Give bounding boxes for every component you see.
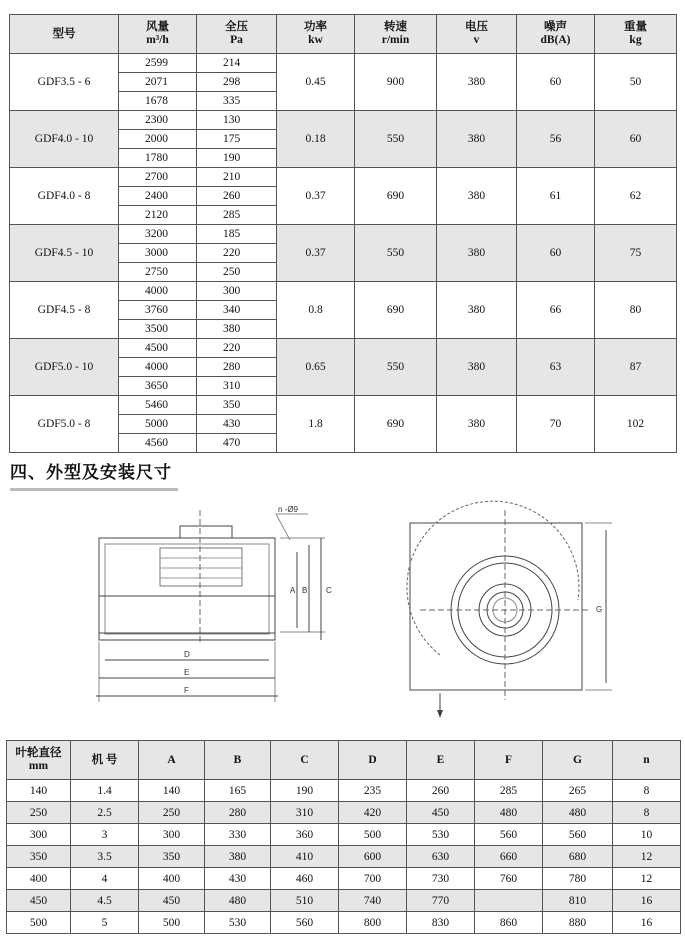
flow-cell: 2750	[119, 263, 197, 282]
dim-A-label: A	[290, 586, 296, 595]
weight-cell: 102	[595, 396, 677, 453]
flow-cell: 2700	[119, 168, 197, 187]
dim-B-label: B	[302, 586, 308, 595]
table-cell: 3	[71, 824, 139, 846]
table-cell: 450	[7, 890, 71, 912]
dim-G-label: G	[596, 605, 603, 614]
table-cell: 250	[7, 802, 71, 824]
dim-C-label: C	[326, 586, 332, 595]
table-cell: 380	[205, 846, 271, 868]
power-cell: 0.45	[277, 54, 355, 111]
table-cell: 400	[139, 868, 205, 890]
performance-spec-table	[9, 14, 677, 453]
table-cell: 5	[71, 912, 139, 934]
table-cell: 8	[613, 780, 681, 802]
table-cell: 700	[339, 868, 407, 890]
table-cell: 560	[475, 824, 543, 846]
weight-cell: 60	[595, 111, 677, 168]
weight-cell: 80	[595, 282, 677, 339]
pressure-cell: 280	[197, 358, 277, 377]
header-airflow: 风量 m³/h	[119, 15, 197, 54]
voltage-cell: 380	[437, 111, 517, 168]
pressure-cell: 298	[197, 73, 277, 92]
table-cell: 12	[613, 868, 681, 890]
table-cell: 760	[475, 868, 543, 890]
noise-cell: 61	[517, 168, 595, 225]
table-row	[10, 396, 677, 415]
table-cell: 600	[339, 846, 407, 868]
table-row	[10, 282, 677, 301]
pressure-cell: 190	[197, 149, 277, 168]
table-cell: 360	[271, 824, 339, 846]
table-row	[7, 846, 681, 868]
flow-cell: 2120	[119, 206, 197, 225]
flow-cell: 4000	[119, 358, 197, 377]
header-A: A	[139, 741, 205, 780]
table-cell: 330	[205, 824, 271, 846]
table-cell: 830	[407, 912, 475, 934]
table-cell: 860	[475, 912, 543, 934]
table-row	[10, 111, 677, 130]
table-cell: 2.5	[71, 802, 139, 824]
table-cell: 250	[139, 802, 205, 824]
front-view	[407, 501, 612, 716]
pressure-cell: 340	[197, 301, 277, 320]
noise-cell: 63	[517, 339, 595, 396]
section-underline	[10, 488, 178, 491]
table-cell	[475, 890, 543, 912]
table-cell: 680	[543, 846, 613, 868]
table-row	[7, 824, 681, 846]
table-cell: 420	[339, 802, 407, 824]
flow-cell: 2071	[119, 73, 197, 92]
table-row	[7, 868, 681, 890]
power-cell: 0.37	[277, 168, 355, 225]
pressure-cell: 210	[197, 168, 277, 187]
flow-cell: 3500	[119, 320, 197, 339]
table-cell: 770	[407, 890, 475, 912]
section-title: 四、外型及安装尺寸	[10, 463, 172, 483]
table-row	[7, 802, 681, 824]
flow-cell: 3760	[119, 301, 197, 320]
table-cell: 660	[475, 846, 543, 868]
speed-cell: 550	[355, 111, 437, 168]
scroll-outline	[407, 501, 579, 655]
table-cell: 500	[339, 824, 407, 846]
table-cell: 140	[139, 780, 205, 802]
table-cell: 280	[205, 802, 271, 824]
pressure-cell: 380	[197, 320, 277, 339]
holes-label: n -Ø9	[278, 505, 299, 514]
table-cell: 410	[271, 846, 339, 868]
dim-F-label: F	[184, 686, 189, 695]
header-D: D	[339, 741, 407, 780]
table-cell: 16	[613, 912, 681, 934]
noise-cell: 56	[517, 111, 595, 168]
power-cell: 0.8	[277, 282, 355, 339]
voltage-cell: 380	[437, 339, 517, 396]
noise-cell: 70	[517, 396, 595, 453]
model-cell: GDF4.5 - 8	[10, 282, 119, 339]
flow-cell: 5000	[119, 415, 197, 434]
table-cell: 8	[613, 802, 681, 824]
model-cell: GDF4.0 - 10	[10, 111, 119, 168]
flow-cell: 5460	[119, 396, 197, 415]
pressure-cell: 285	[197, 206, 277, 225]
table-cell: 430	[205, 868, 271, 890]
header-machine-number: 机 号	[71, 741, 139, 780]
table-cell: 260	[407, 780, 475, 802]
installation-drawing	[0, 500, 685, 732]
header-n: n	[613, 741, 681, 780]
table-row	[10, 225, 677, 244]
header-speed: 转速 r/min	[355, 15, 437, 54]
speed-cell: 550	[355, 339, 437, 396]
weight-cell: 87	[595, 339, 677, 396]
table-cell: 4	[71, 868, 139, 890]
front-view-housing	[410, 523, 582, 690]
table-cell: 740	[339, 890, 407, 912]
power-cell: 0.65	[277, 339, 355, 396]
pressure-cell: 470	[197, 434, 277, 453]
table-cell: 510	[271, 890, 339, 912]
header-F: F	[475, 741, 543, 780]
table-cell: 480	[205, 890, 271, 912]
voltage-cell: 380	[437, 396, 517, 453]
model-cell: GDF4.0 - 8	[10, 168, 119, 225]
power-cell: 1.8	[277, 396, 355, 453]
speed-cell: 690	[355, 168, 437, 225]
pressure-cell: 260	[197, 187, 277, 206]
table-cell: 810	[543, 890, 613, 912]
table-row	[10, 168, 677, 187]
power-cell: 0.37	[277, 225, 355, 282]
pressure-cell: 185	[197, 225, 277, 244]
header-voltage: 电压 v	[437, 15, 517, 54]
flow-cell: 2400	[119, 187, 197, 206]
table-cell: 3.5	[71, 846, 139, 868]
voltage-cell: 380	[437, 168, 517, 225]
table-row	[10, 54, 677, 73]
pressure-cell: 130	[197, 111, 277, 130]
voltage-cell: 380	[437, 225, 517, 282]
table-cell: 780	[543, 868, 613, 890]
flow-cell: 2000	[119, 130, 197, 149]
header-E: E	[407, 741, 475, 780]
table-cell: 560	[543, 824, 613, 846]
flow-cell: 3200	[119, 225, 197, 244]
noise-cell: 60	[517, 225, 595, 282]
pressure-cell: 220	[197, 244, 277, 263]
table-row	[10, 339, 677, 358]
pressure-cell: 175	[197, 130, 277, 149]
model-cell: GDF5.0 - 8	[10, 396, 119, 453]
table-cell: 16	[613, 890, 681, 912]
table-row	[7, 780, 681, 802]
speed-cell: 690	[355, 396, 437, 453]
pressure-cell: 350	[197, 396, 277, 415]
table-cell: 480	[543, 802, 613, 824]
table-cell: 500	[7, 912, 71, 934]
table-cell: 500	[139, 912, 205, 934]
header-model: 型号	[10, 15, 119, 54]
pressure-cell: 335	[197, 92, 277, 111]
dim-E-label: E	[184, 668, 190, 677]
header-noise: 噪声 dB(A)	[517, 15, 595, 54]
header-weight: 重量 kg	[595, 15, 677, 54]
speed-cell: 900	[355, 54, 437, 111]
flow-cell: 3650	[119, 377, 197, 396]
table-cell: 630	[407, 846, 475, 868]
dim-header-row	[7, 741, 681, 780]
power-cell: 0.18	[277, 111, 355, 168]
table-cell: 165	[205, 780, 271, 802]
model-cell: GDF3.5 - 6	[10, 54, 119, 111]
impeller-outline	[160, 548, 242, 586]
pressure-cell: 300	[197, 282, 277, 301]
noise-cell: 60	[517, 54, 595, 111]
table-cell: 12	[613, 846, 681, 868]
table-cell: 1.4	[71, 780, 139, 802]
pressure-cell: 310	[197, 377, 277, 396]
table-cell: 300	[139, 824, 205, 846]
table-cell: 140	[7, 780, 71, 802]
voltage-cell: 380	[437, 54, 517, 111]
dim-D-label: D	[184, 650, 190, 659]
table-cell: 450	[407, 802, 475, 824]
weight-cell: 62	[595, 168, 677, 225]
table-row	[7, 890, 681, 912]
table-cell: 350	[139, 846, 205, 868]
table-cell: 4.5	[71, 890, 139, 912]
weight-cell: 75	[595, 225, 677, 282]
flow-cell: 4000	[119, 282, 197, 301]
table-cell: 800	[339, 912, 407, 934]
table-cell: 460	[271, 868, 339, 890]
table-cell: 310	[271, 802, 339, 824]
header-B: B	[205, 741, 271, 780]
flow-cell: 2599	[119, 54, 197, 73]
table-cell: 880	[543, 912, 613, 934]
header-pressure: 全压 Pa	[197, 15, 277, 54]
flow-cell: 4500	[119, 339, 197, 358]
table-cell: 265	[543, 780, 613, 802]
model-cell: GDF4.5 - 10	[10, 225, 119, 282]
flow-cell: 1780	[119, 149, 197, 168]
flow-cell: 3000	[119, 244, 197, 263]
header-impeller-diameter: 叶轮直径 mm	[7, 741, 71, 780]
spec-header-row	[10, 15, 677, 54]
table-cell: 450	[139, 890, 205, 912]
table-cell: 300	[7, 824, 71, 846]
table-cell: 530	[407, 824, 475, 846]
table-row	[7, 912, 681, 934]
header-G: G	[543, 741, 613, 780]
weight-cell: 50	[595, 54, 677, 111]
pressure-cell: 220	[197, 339, 277, 358]
speed-cell: 550	[355, 225, 437, 282]
header-power: 功率 kw	[277, 15, 355, 54]
flow-cell: 2300	[119, 111, 197, 130]
table-cell: 235	[339, 780, 407, 802]
pressure-cell: 214	[197, 54, 277, 73]
table-cell: 480	[475, 802, 543, 824]
table-cell: 400	[7, 868, 71, 890]
pressure-cell: 250	[197, 263, 277, 282]
pressure-cell: 430	[197, 415, 277, 434]
voltage-cell: 380	[437, 282, 517, 339]
header-C: C	[271, 741, 339, 780]
airflow-arrow-icon	[437, 710, 443, 718]
speed-cell: 690	[355, 282, 437, 339]
flow-cell: 4560	[119, 434, 197, 453]
motor-housing	[180, 526, 232, 538]
table-cell: 530	[205, 912, 271, 934]
table-cell: 285	[475, 780, 543, 802]
table-cell: 10	[613, 824, 681, 846]
side-view-body	[99, 538, 275, 640]
dimension-table	[6, 740, 681, 934]
table-cell: 730	[407, 868, 475, 890]
side-view	[96, 510, 325, 702]
table-cell: 350	[7, 846, 71, 868]
holes-leader	[276, 514, 290, 540]
table-cell: 190	[271, 780, 339, 802]
table-cell: 560	[271, 912, 339, 934]
flow-cell: 1678	[119, 92, 197, 111]
model-cell: GDF5.0 - 10	[10, 339, 119, 396]
noise-cell: 66	[517, 282, 595, 339]
